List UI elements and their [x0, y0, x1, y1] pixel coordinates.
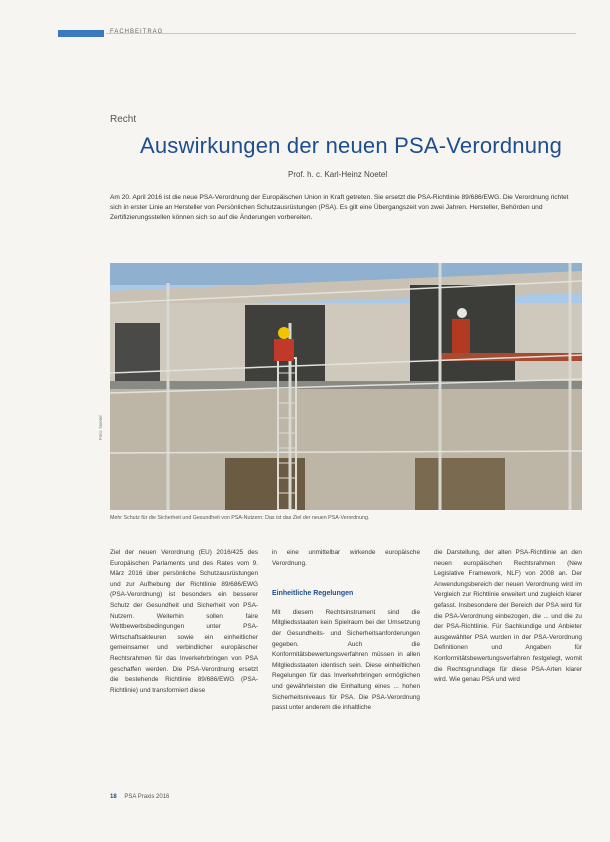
page-number: 18 [110, 794, 117, 800]
photo-caption: Mehr Schutz für die Sicherheit und Gesundheit von PSA-Nutzern: Das ist das Ziel der neuen PSA-Verordnung. [110, 515, 370, 521]
scaffold-illustration [110, 263, 582, 510]
subheading: Einheitliche Regelungen [272, 590, 354, 598]
magazine-name: PSA Praxis 2016 [124, 794, 170, 800]
article-body [110, 548, 582, 808]
section-label: FACHBEITRAG [110, 29, 164, 35]
construction-photo [110, 263, 582, 510]
body-column-2 [272, 548, 420, 808]
article-author: Prof. h. c. Karl-Heinz Noetel [288, 170, 388, 179]
page-footer [110, 794, 169, 800]
article-kicker: Recht [110, 114, 137, 125]
body-column-1: Ziel der neuen Verordnung (EU) 2016/425 des Europäischen Parlaments und des Rates vom 9. März 2016 über persönliche Schutzausrüstungen und zur Aufhebung der Richtlinie 89/686/EWG (PSA-Verordnung) ist besonders ein besserer Schutz der Gesundheit und Sicherheit von PSA-Nutzern. Weiterhin sollen faire Wettbewerbsbedingungen unter PSA-Wirtschaftsakteuren sowie ein einheitlicher gemeinsamer und verbindlicher europäischer Rechtsrahmen für das Inverkehrbringen von PSA geschaffen werden. Die PSA-Verordnung ersetzt die bestehende Richtlinie 89/686/EWG (PSA-Richtlinie) und transformiert diese [110, 549, 258, 694]
section-color-bar [58, 30, 104, 37]
body-column-3: die Darstellung, der alten PSA-Richtlinie an den neuen europäischen Rechtsrahmen (New Legislative Framework, NLF) von 2008 an. Der Anwendungsbereich der neuen Verordnung wird im Vergleich zur Richtlinie erweitert und zugleich klarer gefasst. Insbesondere der Bereich der PSA wird für die PSA-Verordnung einbezogen, die ... und die zu der PSA-Richtlinie. Für Sachkundige und Anbieter ausgewählter PSA wurden in der PSA-Verordnung Definitionen und Angaben für Konformitätsbewertungsverfahren festgelegt, womit die Rechtsgrundlage für diese PSA-Arten klarer wird. Wie genau PSA und wird [434, 549, 582, 684]
header-rule [106, 33, 576, 34]
body-column-2-text: Mit diesem Rechtsinstrument sind die Mitgliedsstaaten kein Spielraum bei der Umsetzung der Gesundheits- und Sicherheitsanforderungen gegeben. Auch die Konformitätsbewertungsverfahren müssen in allen Mitgliedsstaaten identisch sein. Diese einheitlichen Regelungen für das Inverkehrbringen ermöglichen und gewährleisten die Einhaltung eines ... hohen Sicherheitsniveaus für PSA. Die PSA-Verordnung passt unter anderem die inhaltliche [272, 608, 420, 712]
article-title: Auswirkungen der neuen PSA-Verordnung [140, 133, 563, 158]
body-column-2-top: in eine unmittelbar wirkende europäische Verordnung. [272, 549, 420, 567]
article-lead: Am 20. April 2016 ist die neue PSA-Verordnung der Europäischen Union in Kraft getreten. Sie ersetzt die PSA-Richtlinie 89/686/EWG. Die Verordnung richtet sich in erster Linie an Hersteller von Persönlichen Schutzausrüstungen (PSA). Es gilt eine Übergangszeit von zwei Jahren. Hersteller, Behörden und Zertifizierungsstellen können sich so auf die Änderungen vorbereiten. [110, 194, 569, 222]
photo-credit: Foto: Noetel [98, 415, 103, 440]
